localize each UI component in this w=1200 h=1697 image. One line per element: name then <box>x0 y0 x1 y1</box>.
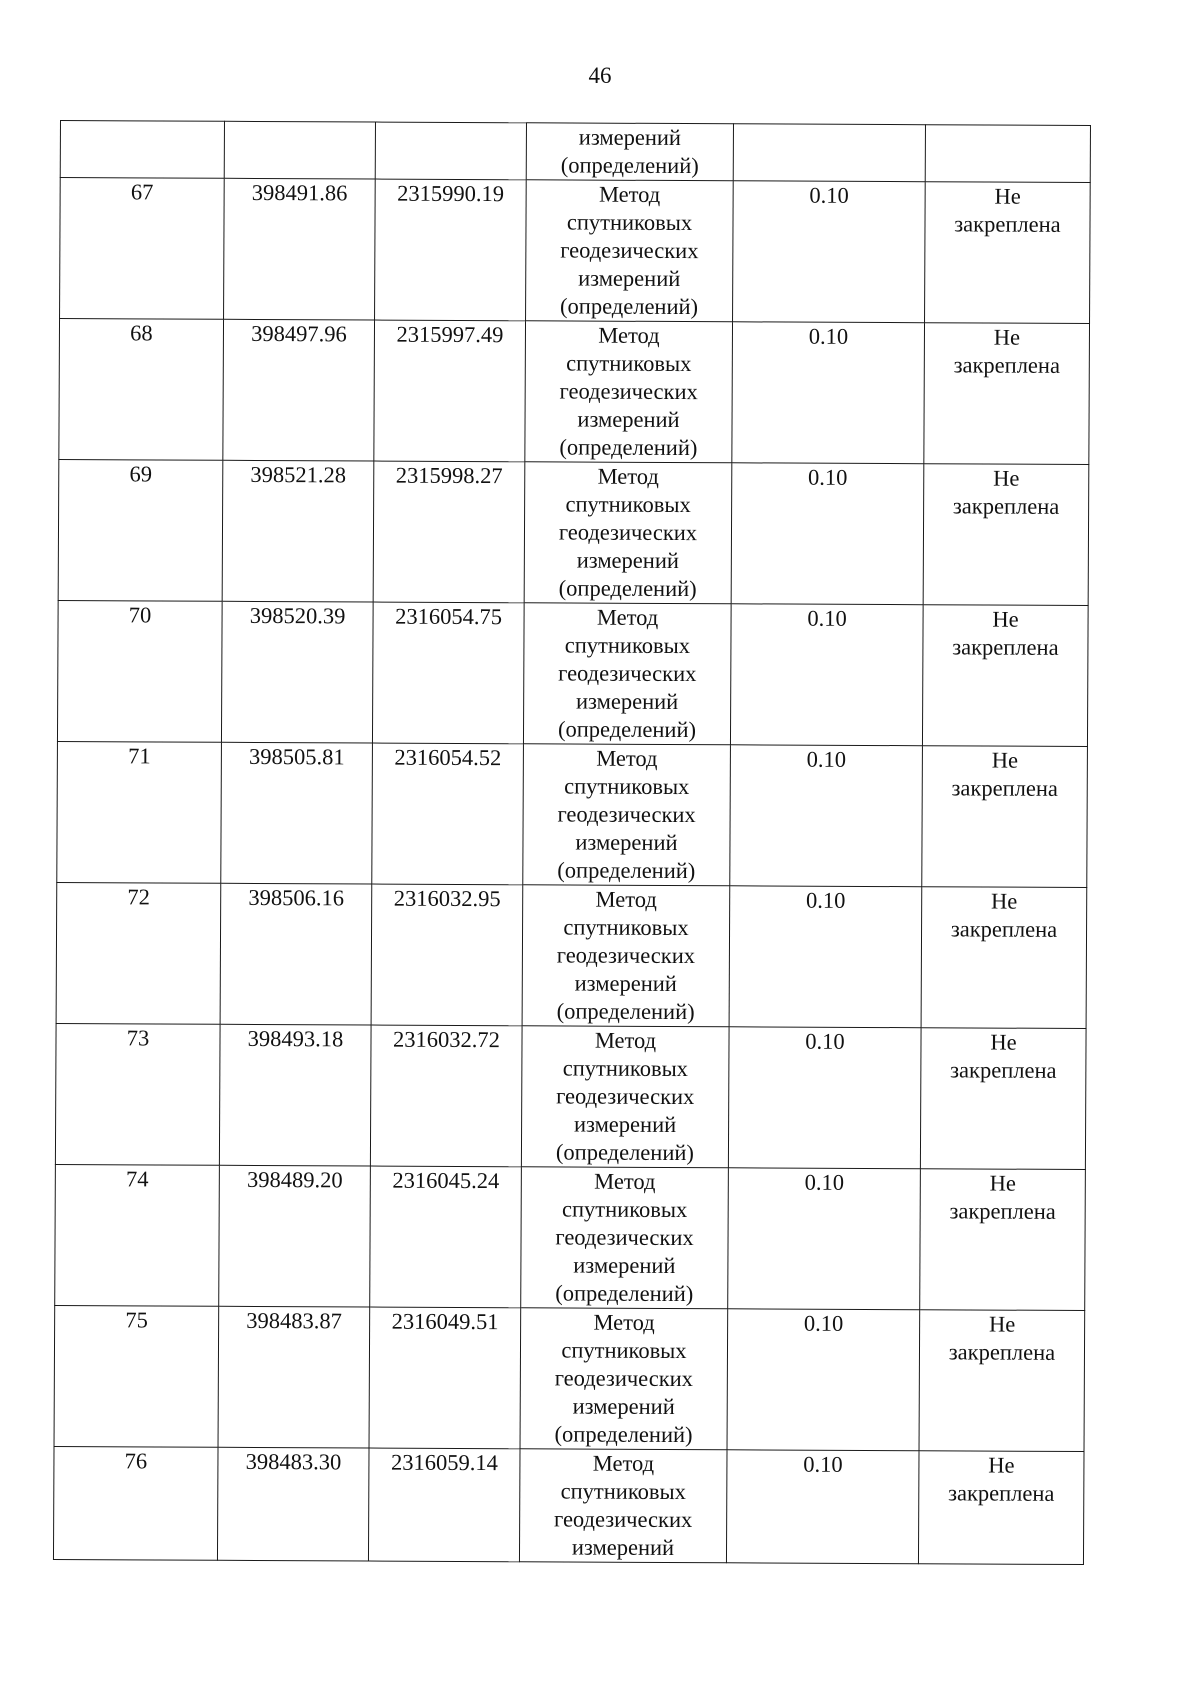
table-row <box>56 882 1087 1028</box>
y-coordinate-cell: 2316054.75 <box>372 602 524 744</box>
point-number-cell: 74 <box>55 1164 220 1306</box>
method-cell <box>526 180 734 322</box>
fixing-cell <box>919 1310 1085 1452</box>
point-number-cell <box>60 121 224 179</box>
method-line: (определений) <box>557 716 697 743</box>
method-line: геодезических <box>557 801 696 828</box>
accuracy-cell: 0.10 <box>732 322 925 464</box>
table-row <box>57 741 1088 887</box>
fixing-line: закреплена <box>949 1198 1056 1224</box>
method-line: измерений <box>578 124 682 151</box>
method-line: Метод <box>595 886 657 912</box>
accuracy-cell: 0.10 <box>727 1309 920 1451</box>
method-line: геодезических <box>554 1365 694 1392</box>
method-line: Метод <box>597 463 659 489</box>
x-coordinate-cell: 398483.30 <box>217 1447 369 1561</box>
method-cell <box>522 885 730 1027</box>
y-coordinate-cell: 2316032.95 <box>371 884 523 1026</box>
continuation-row <box>60 121 1090 183</box>
method-line: Метод <box>594 1168 656 1194</box>
fixing-line: Не <box>993 465 1020 491</box>
method-line: спутниковых <box>566 209 693 236</box>
method-line: спутниковых <box>560 1478 686 1505</box>
point-number-cell: 67 <box>60 178 225 320</box>
method-cell <box>524 462 732 604</box>
coordinates-table <box>53 120 1091 1565</box>
fixing-cell <box>918 1451 1084 1565</box>
method-cell <box>521 1167 729 1309</box>
page-number: 46 <box>588 63 612 88</box>
method-line: спутниковых <box>564 773 690 800</box>
coordinates-table-wrapper <box>53 120 1090 1565</box>
y-coordinate-cell: 2316049.51 <box>369 1307 521 1449</box>
accuracy-cell: 0.10 <box>731 463 924 605</box>
accuracy-cell: 0.10 <box>730 604 923 746</box>
method-line: (определений) <box>558 575 697 602</box>
fixing-line: Не <box>994 183 1021 209</box>
method-cell <box>525 321 733 463</box>
method-line: измерений <box>574 970 677 997</box>
table-row <box>59 319 1090 465</box>
fixing-line: закреплена <box>954 211 1061 237</box>
method-cell <box>526 123 733 181</box>
method-line: Метод <box>596 745 658 771</box>
method-line: Метод <box>598 181 661 207</box>
method-line: измерений <box>573 1111 677 1138</box>
method-line: геодезических <box>556 942 696 969</box>
x-coordinate-cell: 398483.87 <box>218 1306 370 1448</box>
method-cell <box>521 1026 729 1168</box>
fixing-line: Не <box>988 1452 1015 1478</box>
accuracy-cell: 0.10 <box>730 745 923 887</box>
method-line: измерений <box>577 406 680 433</box>
fixing-line: Не <box>991 888 1018 914</box>
point-number-cell: 76 <box>53 1446 218 1560</box>
method-line: (определений) <box>559 434 698 461</box>
method-line: спутниковых <box>564 632 691 659</box>
method-line: Метод <box>592 1450 655 1476</box>
table-row <box>54 1305 1085 1451</box>
accuracy-cell: 0.10 <box>733 181 926 323</box>
point-number-cell: 73 <box>55 1023 220 1165</box>
fixing-line: Не <box>992 606 1019 632</box>
fixing-line: закреплена <box>953 352 1061 378</box>
method-line: спутниковых <box>562 1055 689 1082</box>
fixing-cell <box>923 464 1089 606</box>
x-coordinate-cell <box>224 121 375 179</box>
method-cell <box>520 1308 728 1450</box>
method-line: (определений) <box>555 1280 694 1307</box>
method-line: измерений <box>573 1252 676 1279</box>
fixing-line: закреплена <box>950 1057 1057 1083</box>
accuracy-cell <box>733 124 925 182</box>
point-number-cell: 71 <box>57 741 222 883</box>
accuracy-cell: 0.10 <box>726 1450 919 1564</box>
method-line: измерений <box>578 265 681 292</box>
method-line: спутниковых <box>563 914 689 941</box>
fixing-cell <box>924 323 1090 465</box>
accuracy-cell: 0.10 <box>728 1168 921 1310</box>
method-line: (определений) <box>556 998 695 1025</box>
fixing-line: закреплена <box>952 634 1059 660</box>
method-line: спутниковых <box>561 1337 687 1364</box>
fixing-cell <box>920 1028 1086 1170</box>
method-cell <box>519 1449 727 1563</box>
fixing-cell <box>921 887 1087 1029</box>
y-coordinate-cell: 2315990.19 <box>375 179 527 321</box>
y-coordinate-cell: 2316059.14 <box>368 1448 520 1562</box>
fixing-cell <box>920 1169 1086 1311</box>
point-number-cell: 75 <box>54 1305 219 1447</box>
y-coordinate-cell: 2316032.72 <box>370 1025 522 1167</box>
x-coordinate-cell: 398505.81 <box>221 742 373 884</box>
y-coordinate-cell: 2315998.27 <box>373 461 525 603</box>
fixing-line: закреплена <box>952 493 1060 519</box>
fixing-cell <box>925 182 1091 324</box>
method-line: геодезических <box>556 1083 695 1110</box>
fixing-line: Не <box>988 1311 1016 1337</box>
method-line: измерений <box>571 1534 675 1561</box>
method-cell <box>523 744 731 886</box>
y-coordinate-cell: 2315997.49 <box>374 320 526 462</box>
method-line: Метод <box>594 1027 657 1053</box>
method-line: Метод <box>598 322 660 348</box>
method-line: (определений) <box>557 857 696 884</box>
y-coordinate-cell <box>375 122 526 180</box>
method-cell <box>523 603 731 745</box>
y-coordinate-cell: 2316054.52 <box>372 743 524 885</box>
table-row <box>55 1023 1086 1169</box>
method-line: спутниковых <box>561 1196 688 1223</box>
method-line: измерений <box>576 547 680 574</box>
table-row <box>58 459 1089 605</box>
table-body <box>53 121 1090 1565</box>
table-row <box>53 1446 1084 1564</box>
method-line: измерений <box>572 1393 675 1420</box>
point-number-cell: 72 <box>56 882 221 1024</box>
method-line: геодезических <box>558 660 697 687</box>
fixing-line: закреплена <box>950 916 1058 942</box>
method-line: Метод <box>596 604 659 630</box>
fixing-line: закреплена <box>948 1480 1055 1506</box>
method-line: измерений <box>575 688 679 715</box>
method-line: измерений <box>575 829 678 856</box>
fixing-cell <box>925 125 1090 183</box>
method-line: Метод <box>593 1309 655 1335</box>
method-line: спутниковых <box>566 350 692 377</box>
table-row <box>55 1164 1086 1310</box>
table-row <box>60 178 1091 324</box>
method-line: (определений) <box>560 152 699 179</box>
x-coordinate-cell: 398521.28 <box>222 460 374 602</box>
method-line: (определений) <box>555 1139 695 1166</box>
table-row <box>57 600 1088 746</box>
fixing-line: Не <box>990 1029 1017 1055</box>
fixing-line: закреплена <box>951 775 1058 801</box>
x-coordinate-cell: 398491.86 <box>224 178 376 320</box>
x-coordinate-cell: 398506.16 <box>220 883 372 1025</box>
method-line: геодезических <box>555 1224 694 1251</box>
method-line: (определений) <box>554 1421 693 1448</box>
point-number-cell: 68 <box>59 319 224 461</box>
method-line: спутниковых <box>565 491 691 518</box>
x-coordinate-cell: 398497.96 <box>223 319 375 461</box>
x-coordinate-cell: 398493.18 <box>219 1024 371 1166</box>
fixing-line: закреплена <box>948 1339 1056 1365</box>
y-coordinate-cell: 2316045.24 <box>370 1166 522 1308</box>
x-coordinate-cell: 398520.39 <box>221 601 373 743</box>
accuracy-cell: 0.10 <box>728 1027 921 1169</box>
fixing-cell <box>922 746 1088 888</box>
method-line: геодезических <box>553 1506 693 1533</box>
method-line: (определений) <box>560 293 699 320</box>
fixing-line: Не <box>991 747 1019 773</box>
method-line: геодезических <box>558 519 698 546</box>
fixing-line: Не <box>989 1170 1017 1196</box>
method-line: геодезических <box>560 237 699 264</box>
point-number-cell: 70 <box>57 600 222 742</box>
fixing-cell <box>922 605 1088 747</box>
x-coordinate-cell: 398489.20 <box>219 1165 371 1307</box>
accuracy-cell: 0.10 <box>729 886 922 1028</box>
point-number-cell: 69 <box>58 459 223 601</box>
fixing-line: Не <box>993 324 1021 350</box>
method-line: геодезических <box>559 378 698 405</box>
